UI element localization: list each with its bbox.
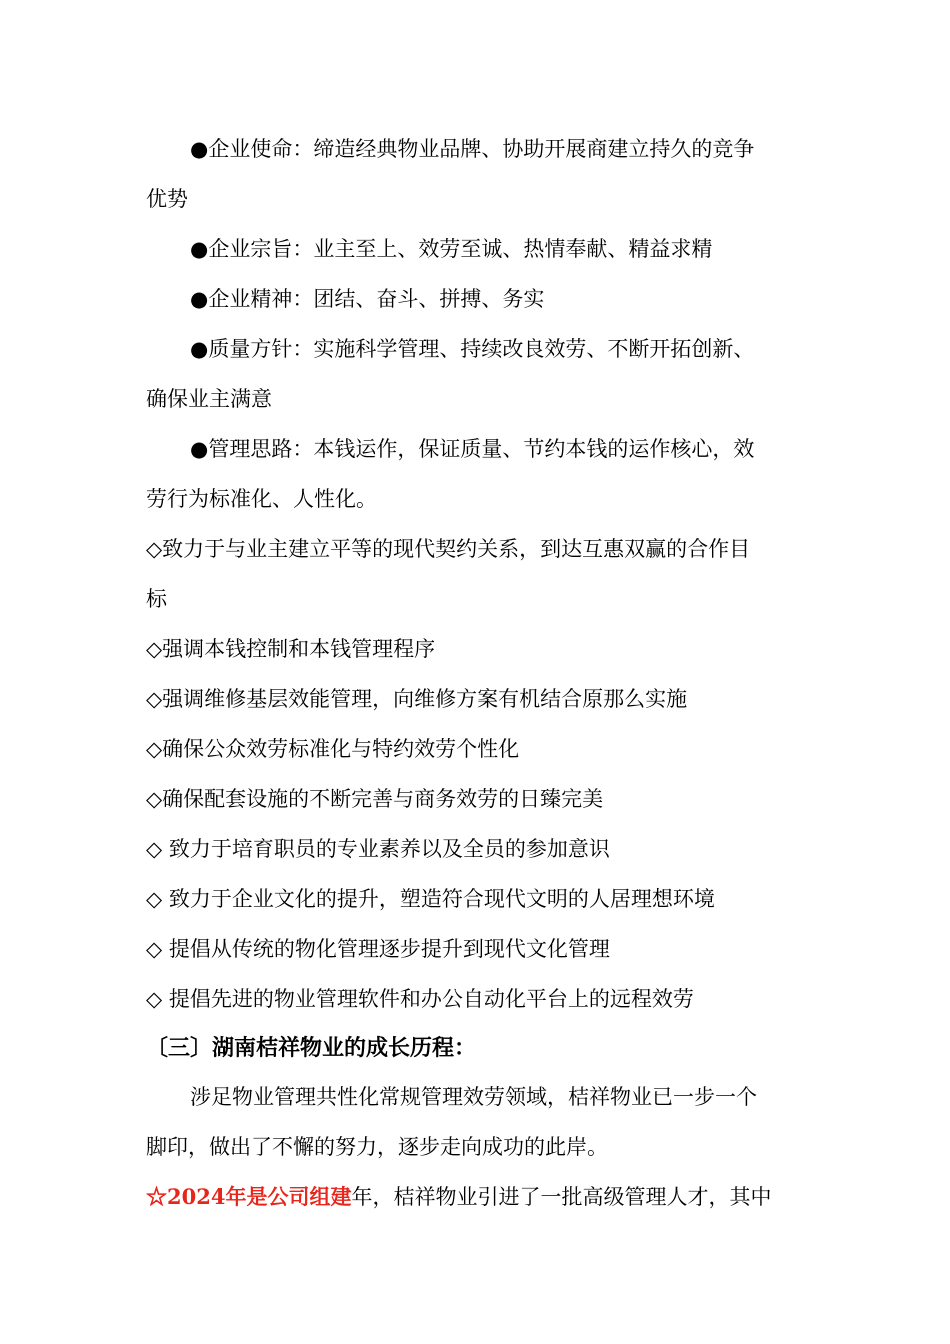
milestone-line <box>146 1172 810 1222</box>
management-idea-line-continued: 劳行为标准化、人性化。 <box>146 487 377 511</box>
mission-line: ●企业使命：缔造经典物业品牌、协助开展商建立持久的竞争 <box>190 137 755 161</box>
document-page <box>146 124 810 1222</box>
principle-item: ◇ 提倡从传统的物化管理逐步提升到现代文化管理 <box>146 937 610 961</box>
milestone-text: 年，桔祥物业引进了一批高级管理人才，其中 <box>351 1185 772 1209</box>
principle-item-continued: 标 <box>146 587 167 611</box>
growth-paragraph-line: 脚印，做出了不懈的努力，逐步走向成功的此岸。 <box>146 1135 608 1159</box>
principle-item: ◇确保配套设施的不断完善与商务效劳的日臻完美 <box>146 787 604 811</box>
management-idea-line: ●管理思路：本钱运作，保证质量、节约本钱的运作核心，效 <box>190 437 755 461</box>
purpose-line: ●企业宗旨：业主至上、效劳至诚、热情奉献、精益求精 <box>190 237 713 261</box>
principle-item: ◇ 致力于培育职员的专业素养以及全员的参加意识 <box>146 837 610 861</box>
principle-item: ◇ 致力于企业文化的提升，塑造符合现代文明的人居理想环境 <box>146 887 715 911</box>
section-heading: 〔三〕湖南桔祥物业的成长历程： <box>146 1035 477 1061</box>
principle-item: ◇ 提倡先进的物业管理软件和办公自动化平台上的远程效劳 <box>146 987 694 1011</box>
principle-item: ◇确保公众效劳标准化与特约效劳个性化 <box>146 737 520 761</box>
milestone-highlight: ☆2024年是公司组建 <box>146 1184 352 1209</box>
principle-item: ◇强调本钱控制和本钱管理程序 <box>146 637 436 661</box>
mission-line-continued: 优势 <box>146 187 188 211</box>
quality-policy-line-continued: 确保业主满意 <box>146 387 272 411</box>
principle-item: ◇强调维修基层效能管理，向维修方案有机结合原那么实施 <box>146 687 688 711</box>
principle-item: ◇致力于与业主建立平等的现代契约关系，到达互惠双赢的合作目 <box>146 537 751 561</box>
growth-paragraph-line: 涉足物业管理共性化常规管理效劳领域，桔祥物业已一步一个 <box>190 1085 757 1109</box>
spirit-line: ●企业精神：团结、奋斗、拼搏、务实 <box>190 287 545 311</box>
quality-policy-line: ●质量方针：实施科学管理、持续改良效劳、不断开拓创新、 <box>190 337 755 361</box>
